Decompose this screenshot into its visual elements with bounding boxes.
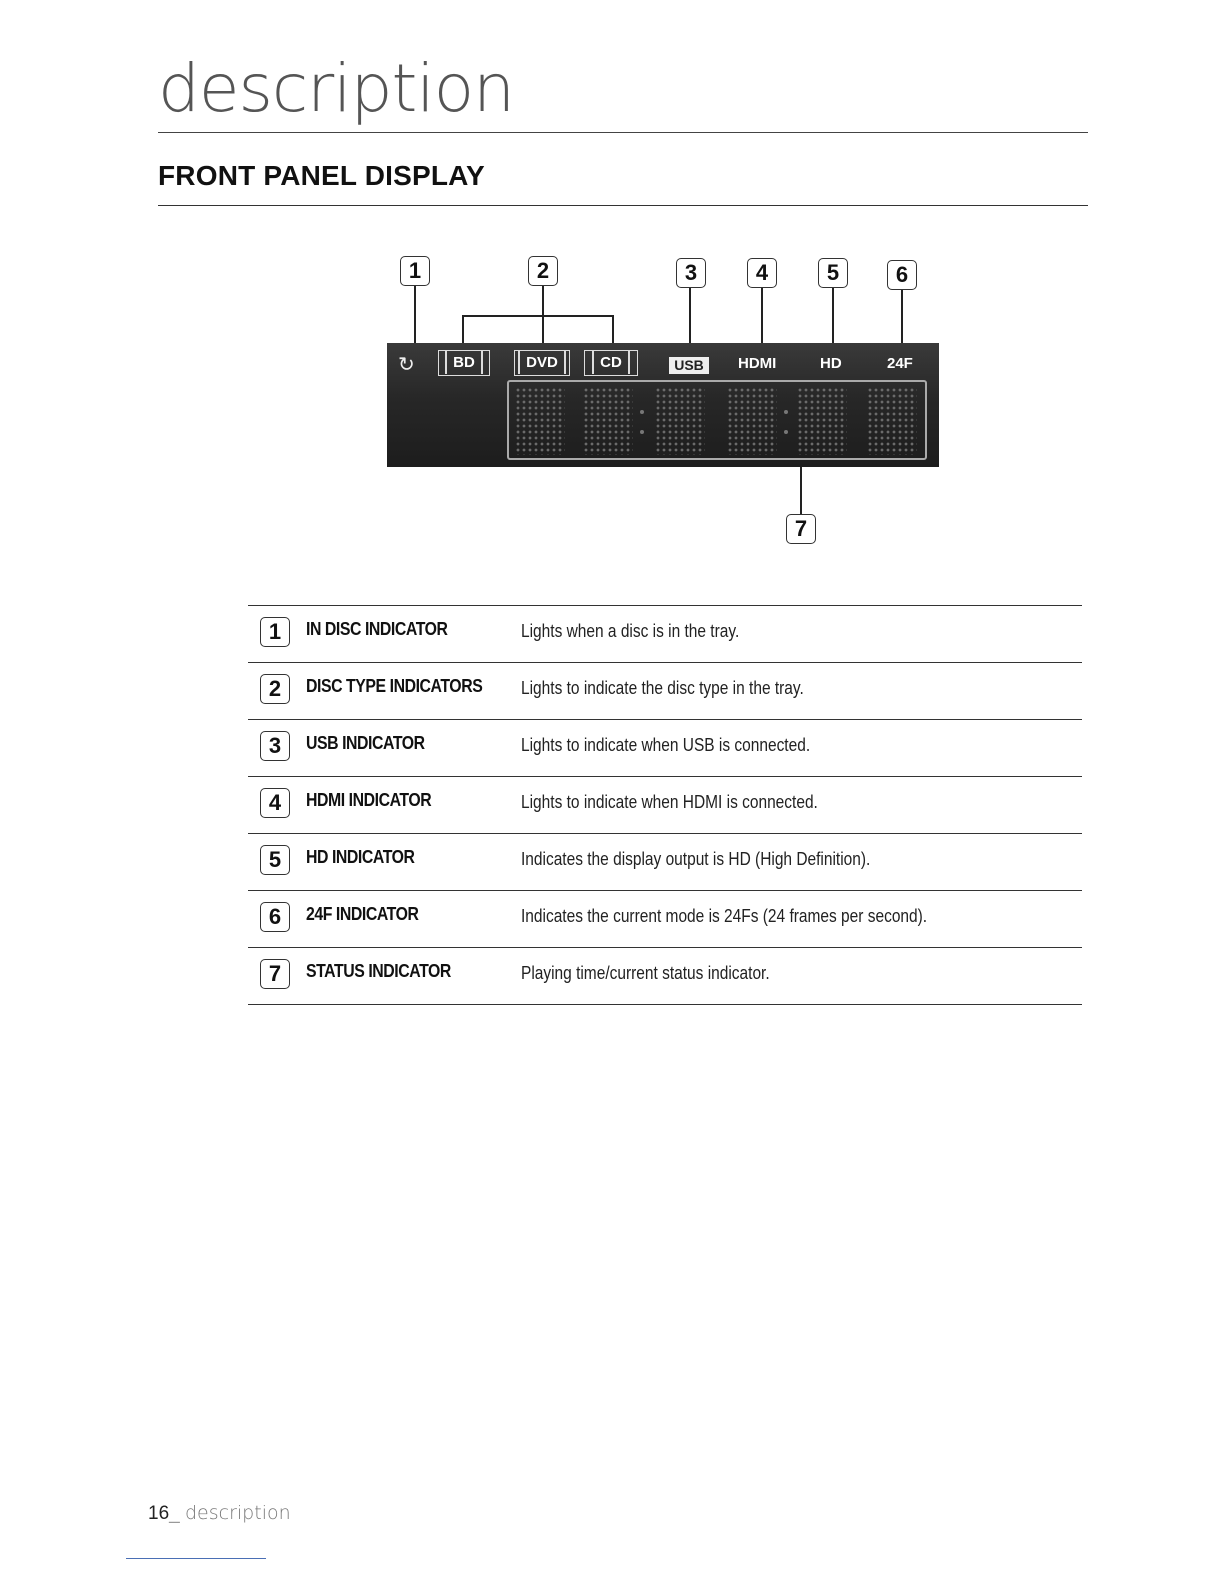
row-label: 24F INDICATOR xyxy=(306,904,419,924)
row-number-badge: 5 xyxy=(260,845,290,875)
callout-7: 7 xyxy=(786,514,816,544)
digit-6 xyxy=(867,387,917,455)
table-row xyxy=(248,776,1082,833)
row-label: IN DISC INDICATOR xyxy=(306,619,448,639)
digit-4 xyxy=(727,387,777,455)
bd-label: BD xyxy=(445,351,483,374)
row-description: Lights when a disc is in the tray. xyxy=(521,621,740,641)
row-label: USB INDICATOR xyxy=(306,733,425,753)
footer-title: description xyxy=(185,1502,291,1524)
row-number-badge: 6 xyxy=(260,902,290,932)
hdmi-indicator: HDMI xyxy=(738,355,777,372)
digit-5 xyxy=(797,387,847,455)
front-panel-diagram xyxy=(0,0,1224,600)
colon-1-bottom xyxy=(640,430,644,434)
section-title: FRONT PANEL DISPLAY xyxy=(158,160,485,191)
callout-3: 3 xyxy=(676,258,706,288)
row-description: Indicates the display output is HD (High Definition). xyxy=(521,849,871,869)
colon-1-top xyxy=(640,410,644,414)
callout-5: 5 xyxy=(818,258,848,288)
callout-2: 2 xyxy=(528,256,558,286)
disc-loaded-icon: ↻ xyxy=(398,354,415,376)
colon-2-top xyxy=(784,410,788,414)
cd-label: CD xyxy=(592,351,630,374)
table-row xyxy=(248,605,1082,662)
row-description: Lights to indicate when USB is connected. xyxy=(521,735,811,755)
row-number-badge: 1 xyxy=(260,617,290,647)
page-number: 16 xyxy=(148,1503,170,1524)
usb-indicator: USB xyxy=(669,357,709,374)
table-row xyxy=(248,890,1082,947)
digit-1 xyxy=(515,387,565,455)
callout-6: 6 xyxy=(887,260,917,290)
row-description: Lights to indicate the disc type in the tray. xyxy=(521,678,804,698)
row-label: DISC TYPE INDICATORS xyxy=(306,676,483,696)
cd-indicator xyxy=(584,350,638,376)
bd-indicator xyxy=(438,350,490,376)
row-number-badge: 3 xyxy=(260,731,290,761)
digit-2 xyxy=(583,387,633,455)
leader-1 xyxy=(414,286,416,344)
row-number-badge: 4 xyxy=(260,788,290,818)
digit-3 xyxy=(655,387,705,455)
leader-2 xyxy=(542,286,544,316)
24f-indicator: 24F xyxy=(887,355,913,372)
dvd-indicator xyxy=(514,350,570,376)
row-number-badge: 2 xyxy=(260,674,290,704)
callout-1: 1 xyxy=(400,256,430,286)
dvd-label: DVD xyxy=(518,351,566,374)
indicator-table xyxy=(248,605,1082,1005)
table-row xyxy=(248,833,1082,890)
row-label: HD INDICATOR xyxy=(306,847,415,867)
leader-7 xyxy=(800,460,802,514)
row-description: Playing time/current status indicator. xyxy=(521,963,770,983)
table-row xyxy=(248,947,1082,1005)
colon-2-bottom xyxy=(784,430,788,434)
row-label: HDMI INDICATOR xyxy=(306,790,432,810)
callout-4: 4 xyxy=(747,258,777,288)
row-number-badge: 7 xyxy=(260,959,290,989)
row-description: Lights to indicate when HDMI is connected. xyxy=(521,792,818,812)
table-row xyxy=(248,662,1082,719)
table-row xyxy=(248,719,1082,776)
status-display xyxy=(507,380,927,460)
leader-2-bracket xyxy=(462,315,613,317)
hd-indicator: HD xyxy=(820,355,842,372)
row-label: STATUS INDICATOR xyxy=(306,961,451,981)
footer-rule xyxy=(126,1558,266,1559)
row-description: Indicates the current mode is 24Fs (24 frames per second). xyxy=(521,906,928,926)
page-footer: 16_ description xyxy=(148,1502,291,1524)
page-title: description xyxy=(158,50,514,127)
